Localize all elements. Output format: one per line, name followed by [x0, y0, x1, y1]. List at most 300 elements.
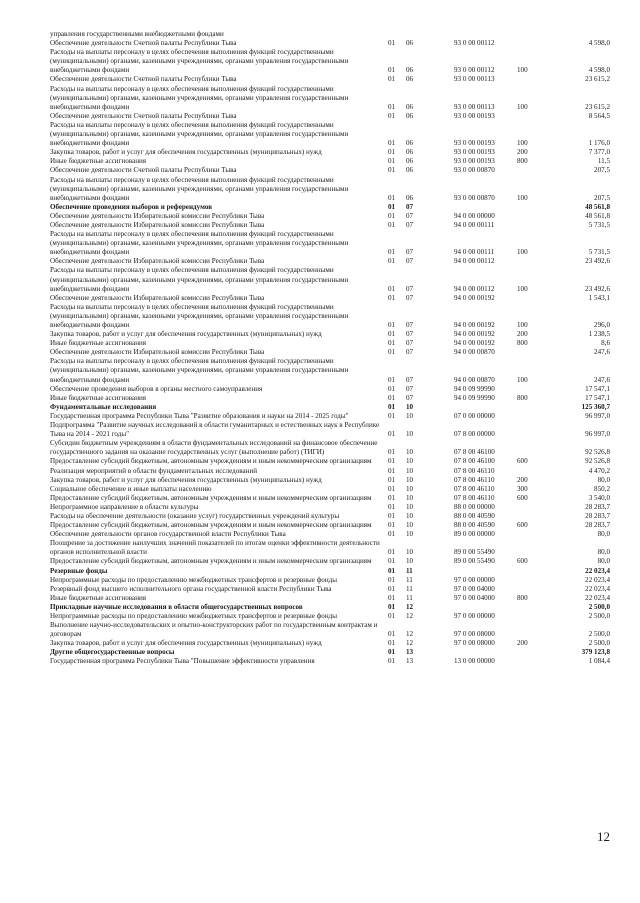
- section-code: 01: [388, 448, 396, 457]
- target-article-code: 89 0 00 55490: [454, 557, 495, 566]
- section-code: 01: [388, 193, 396, 202]
- item-name: Иные бюджетные ассигнования: [50, 593, 147, 602]
- subsection-code: 11: [406, 593, 413, 602]
- table-row: [50, 439, 610, 457]
- section-code: 01: [388, 293, 396, 302]
- target-article-code: 94 0 00 00870: [454, 375, 495, 384]
- expense-type-code: [517, 221, 555, 230]
- table-row: [50, 403, 610, 412]
- amount: 23 615,2: [585, 102, 610, 111]
- subsection-code: 11: [406, 584, 413, 593]
- item-name: Непрограммное направление в области культуры: [50, 502, 199, 511]
- subsection-code: 06: [406, 139, 414, 148]
- table-row: [50, 539, 610, 557]
- budget-table-body: [50, 30, 610, 667]
- subsection-code: 07: [406, 220, 414, 229]
- subsection-code: 10: [406, 402, 414, 411]
- table-row: [50, 75, 610, 84]
- subsection-code: 10: [406, 502, 414, 511]
- item-name: управления государственными внебюджетными фондами: [50, 30, 224, 38]
- item-name: Поощрение за достижение наилучших значений показателей по итогам оценки эффективности деятельности органов исполнительной власти: [50, 539, 380, 557]
- item-name: Непрограммные расходы по предоставлению межбюджетных трансфертов и резервные фонды: [50, 575, 338, 584]
- table-row: [50, 557, 610, 566]
- item-name: Расходы на выплаты персоналу в целях обеспечения выполнения функций государственными (муниципальными) органами, казенными учреждениями, органами управления государственными внебюджетными фондами: [50, 84, 349, 111]
- section-code: 01: [388, 393, 396, 402]
- expense-type-code: [517, 412, 555, 421]
- item-name: Подпрограмма "Развитие научных исследований в области гуманитарных и естественных наук в Республике Тыва на 2014 - 2021 годы": [50, 421, 380, 439]
- item-name: Социальное обеспечение и иные выплаты населению: [50, 484, 212, 493]
- table-row: [50, 230, 610, 257]
- section-code: 01: [388, 484, 396, 493]
- section-code: 01: [388, 348, 396, 357]
- subsection-code: 07: [406, 330, 414, 339]
- target-article-code: 94 0 00 00192: [454, 330, 495, 339]
- item-name: Расходы на выплаты персоналу в целях обеспечения выполнения функций государственными (муниципальными) органами, казенными учреждениями, органами управления государственными внебюджетными фондами: [50, 357, 349, 384]
- target-article-code: 94 0 00 00870: [454, 348, 495, 357]
- table-row: [50, 48, 610, 75]
- expense-type-code: 800: [517, 339, 528, 348]
- item-name: Предоставление субсидий бюджетным, автономным учреждениям и иным некоммерческим организациям: [50, 457, 372, 466]
- subsection-code: 10: [406, 448, 414, 457]
- target-article-code: [454, 403, 517, 412]
- expense-type-code: [517, 657, 555, 666]
- subsection-code: 13: [406, 648, 414, 657]
- budget-document: [50, 30, 610, 667]
- amount: 4 598,0: [588, 39, 610, 48]
- expense-type-code: 800: [517, 593, 528, 602]
- target-article-code: [454, 648, 517, 657]
- amount: 80,0: [597, 548, 610, 557]
- item-name: Обеспечение деятельности Избирательной комиссии Республики Тыва: [50, 257, 265, 266]
- target-article-code: 07 8 00 46100: [454, 448, 495, 457]
- subsection-code: 12: [406, 639, 414, 648]
- table-row: [50, 212, 610, 221]
- item-name: Государственная программа Республики Тыва "Развитие образования и науки на 2014 - 2025 годы": [50, 411, 349, 420]
- target-article-code: 94 0 09 99990: [454, 393, 495, 402]
- subsection-code: 10: [406, 484, 414, 493]
- table-row: [50, 467, 610, 476]
- expense-type-code: [517, 576, 555, 585]
- expense-type-code: [517, 348, 555, 357]
- target-article-code: 93 0 00 00112: [454, 39, 495, 48]
- table-row: [50, 476, 610, 485]
- item-name: Расходы на выплаты персоналу в целях обеспечения выполнения функций государственными (муниципальными) органами, казенными учреждениями, органами управления государственными внебюджетными фондами: [50, 266, 349, 293]
- subsection-code: 06: [406, 111, 414, 120]
- subsection-code: 06: [406, 39, 414, 48]
- amount: 11,5: [597, 157, 610, 166]
- section-code: 01: [388, 657, 396, 666]
- table-row: [50, 330, 610, 339]
- amount: 8,6: [601, 339, 610, 348]
- amount: 2 500,0: [588, 612, 610, 620]
- target-article-code: 93 0 00 00112: [454, 66, 495, 75]
- expense-type-code: [517, 385, 555, 394]
- expense-type-code: 100: [517, 102, 528, 111]
- section-code: 01: [388, 211, 396, 220]
- item-name: Расходы на выплаты персоналу в целях обеспечения выполнения функций государственными (муниципальными) органами, казенными учреждениями, органами управления государственными внебюджетными фондами: [50, 120, 349, 148]
- section-code: 01: [388, 339, 396, 348]
- subsection-code: 06: [406, 66, 414, 75]
- table-row: [50, 385, 610, 394]
- section-code: 01: [388, 157, 396, 166]
- amount: 22 023,4: [585, 584, 610, 593]
- item-name: Государственная программа Республики Тыва "Повышение эффективности управления: [50, 657, 315, 666]
- amount: 92 526,8: [585, 448, 610, 457]
- target-article-code: 88 0 00 00000: [454, 502, 495, 511]
- expense-type-code: [517, 539, 555, 557]
- subsection-code: 06: [406, 193, 414, 202]
- table-row: [50, 457, 610, 466]
- subsection-code: 07: [406, 284, 414, 293]
- section-code: 01: [388, 566, 396, 575]
- target-article-code: 94 0 00 00111: [454, 248, 495, 257]
- section-code: 01: [388, 639, 396, 648]
- table-row: [50, 339, 610, 348]
- expense-type-code: 200: [517, 639, 528, 648]
- table-row: [50, 294, 610, 303]
- subsection-code: 07: [406, 348, 414, 357]
- amount: 207,5: [594, 166, 610, 175]
- item-name: Расходы на обеспечение деятельности (оказание услуг) государственных учреждений культуры: [50, 511, 340, 520]
- table-row: [50, 612, 610, 621]
- item-name: Закупка товаров, работ и услуг для обеспечения государственных (муниципальных) нужд: [50, 475, 322, 484]
- table-row: [50, 221, 610, 230]
- amount: [555, 30, 610, 39]
- section-code: 01: [388, 475, 396, 484]
- subsection-code: 06: [406, 157, 414, 166]
- subsection-code: 10: [406, 411, 414, 420]
- expense-type-code: 600: [517, 521, 528, 530]
- target-article-code: 93 0 00 00113: [454, 102, 495, 111]
- amount: 2 500,0: [588, 602, 610, 611]
- subsection-code: [406, 30, 454, 39]
- item-name: Закупка товаров, работ и услуг для обеспечения государственных (муниципальных) нужд: [50, 639, 322, 648]
- item-name: Обеспечение деятельности Счетной палаты Республики Тыва: [50, 111, 237, 120]
- target-article-code: [454, 30, 517, 39]
- section-code: 01: [388, 584, 396, 593]
- section-code: 01: [388, 257, 396, 266]
- section-code: 01: [388, 502, 396, 511]
- amount: 8 564,5: [588, 111, 610, 120]
- expense-type-code: [517, 612, 555, 621]
- expense-type-code: [517, 585, 555, 594]
- table-row: [50, 112, 610, 121]
- expense-type-code: [517, 467, 555, 476]
- budget-table: [50, 30, 610, 667]
- item-name: Обеспечение проведения выборов в органы местного самоуправления: [50, 384, 263, 393]
- item-name: Другие общегосударственные вопросы: [50, 648, 175, 657]
- target-article-code: 07 0 00 00000: [454, 411, 495, 420]
- expense-type-code: [517, 39, 555, 48]
- target-article-code: 88 0 00 40590: [454, 511, 495, 520]
- table-row: [50, 530, 610, 539]
- section-code: 01: [388, 102, 396, 111]
- subsection-code: 07: [406, 248, 414, 257]
- expense-type-code: [517, 648, 555, 657]
- section-code: 01: [388, 248, 396, 257]
- target-article-code: 94 0 00 00192: [454, 339, 495, 348]
- target-article-code: [454, 567, 517, 576]
- target-article-code: 07 8 00 46110: [454, 466, 495, 475]
- section-code: 01: [388, 111, 396, 120]
- expense-type-code: 600: [517, 493, 528, 502]
- section-code: 01: [388, 530, 396, 539]
- item-name: Прикладные научные исследования в области общегосударственных вопросов: [50, 602, 303, 611]
- expense-type-code: 100: [517, 284, 528, 293]
- item-name: Выполнение научно-исследовательских и опытно-конструкторских работ по государственным контрактам и договорам: [50, 621, 378, 639]
- table-row: [50, 121, 610, 148]
- amount: 23 615,2: [585, 75, 610, 84]
- expense-type-code: 100: [517, 321, 528, 329]
- table-row: [50, 494, 610, 503]
- target-article-code: 07 8 00 00000: [454, 430, 495, 439]
- section-code: 01: [388, 75, 396, 84]
- expense-type-code: [517, 166, 555, 175]
- target-article-code: 93 0 00 00193: [454, 139, 495, 148]
- section-code: 01: [388, 402, 396, 411]
- target-article-code: 97 0 00 00000: [454, 575, 495, 584]
- table-row: [50, 39, 610, 48]
- amount: 1 176,0: [588, 139, 610, 148]
- section-code: 01: [388, 411, 396, 420]
- target-article-code: 94 0 00 00112: [454, 257, 495, 266]
- expense-type-code: [517, 567, 555, 576]
- amount: 296,0: [594, 321, 610, 329]
- item-name: Расходы на выплаты персоналу в целях обеспечения выполнения функций государственными (муниципальными) органами, казенными учреждениями, органами управления государственными внебюджетными фондами: [50, 175, 349, 202]
- table-row: [50, 157, 610, 166]
- item-name: Обеспечение деятельности Избирательной комиссии Республики Тыва: [50, 348, 265, 357]
- table-row: [50, 203, 610, 212]
- expense-type-code: [517, 30, 555, 39]
- section-code: 01: [388, 521, 396, 530]
- section-code: 01: [388, 166, 396, 175]
- target-article-code: 93 0 00 00193: [454, 148, 495, 157]
- subsection-code: 06: [406, 102, 414, 111]
- amount: 247,6: [594, 375, 610, 384]
- subsection-code: 07: [406, 211, 414, 220]
- amount: 22 023,4: [585, 566, 610, 575]
- item-name: Обеспечение проведения выборов и референдумов: [50, 202, 213, 211]
- table-row: [50, 348, 610, 357]
- expense-type-code: 100: [517, 375, 528, 384]
- target-article-code: 94 0 00 00111: [454, 220, 495, 229]
- item-name: Предоставление субсидий бюджетным, автономным учреждениям и иным некоммерческим организациям: [50, 557, 372, 566]
- expense-type-code: [517, 421, 555, 439]
- section-code: 01: [388, 457, 396, 466]
- target-article-code: 93 0 00 00870: [454, 193, 495, 202]
- amount: 80,0: [597, 475, 610, 484]
- table-row: [50, 657, 610, 666]
- target-article-code: 93 0 00 00870: [454, 166, 495, 175]
- target-article-code: 93 0 00 00193: [454, 111, 495, 120]
- table-row: [50, 412, 610, 421]
- section-code: 01: [388, 284, 396, 293]
- item-name: Обеспечение деятельности Избирательной комиссии Республики Тыва: [50, 293, 265, 302]
- expense-type-code: 300: [517, 484, 528, 493]
- target-article-code: 89 0 00 55490: [454, 548, 495, 557]
- section-code: 01: [388, 593, 396, 602]
- item-name: Предоставление субсидий бюджетным, автономным учреждениям и иным некоммерческим организациям: [50, 521, 372, 530]
- subsection-code: 11: [406, 566, 413, 575]
- section-code: 01: [388, 466, 396, 475]
- section-code: 01: [388, 139, 396, 148]
- amount: 22 023,4: [585, 593, 610, 602]
- section-code: 01: [388, 66, 396, 75]
- subsection-code: 10: [406, 457, 414, 466]
- table-row: [50, 621, 610, 639]
- expense-type-code: 200: [517, 330, 528, 339]
- subsection-code: 10: [406, 493, 414, 502]
- item-name: Иные бюджетные ассигнования: [50, 339, 147, 348]
- item-name: Расходы на выплаты персоналу в целях обеспечения выполнения функций государственными (муниципальными) органами, казенными учреждениями, органами управления государственными внебюджетными фондами: [50, 48, 349, 75]
- table-row: [50, 503, 610, 512]
- amount: 48 561,8: [585, 202, 610, 211]
- table-row: [50, 30, 610, 39]
- section-code: 01: [388, 430, 396, 439]
- table-row: [50, 521, 610, 530]
- item-name: Расходы на выплаты персоналу в целях обеспечения выполнения функций государственными (муниципальными) органами, казенными учреждениями, органами управления государственными внебюджетными фондами: [50, 230, 349, 257]
- section-code: 01: [388, 648, 396, 657]
- subsection-code: 07: [406, 393, 414, 402]
- table-row: [50, 639, 610, 648]
- expense-type-code: [517, 512, 555, 521]
- expense-type-code: 800: [517, 157, 528, 166]
- subsection-code: 10: [406, 548, 414, 557]
- page-number: 12: [597, 829, 610, 844]
- target-article-code: 97 0 00 08000: [454, 639, 495, 648]
- target-article-code: 89 0 00 00000: [454, 530, 495, 539]
- target-article-code: 07 8 00 46110: [454, 484, 495, 493]
- expense-type-code: [517, 621, 555, 639]
- expense-type-code: 100: [517, 139, 528, 148]
- subsection-code: 10: [406, 430, 414, 439]
- item-name: Предоставление субсидий бюджетным, автономным учреждениям и иным некоммерческим организациям: [50, 493, 372, 502]
- amount: 80,0: [597, 530, 610, 539]
- expense-type-code: [517, 257, 555, 266]
- table-row: [50, 594, 610, 603]
- table-row: [50, 603, 610, 612]
- subsection-code: 10: [406, 475, 414, 484]
- expense-type-code: 600: [517, 557, 528, 566]
- expense-type-code: 100: [517, 193, 528, 202]
- item-name: Субсидии бюджетным учреждениям в области фундаментальных исследований на финансовое обеспечение государственного задания на оказание государственных услуг (выполнение работ) (ТИГИ): [50, 439, 378, 457]
- target-article-code: 94 0 00 00000: [454, 211, 495, 220]
- amount: 379 123,8: [581, 648, 610, 657]
- table-row: [50, 648, 610, 657]
- expense-type-code: 800: [517, 393, 528, 402]
- target-article-code: 07 8 00 46110: [454, 493, 495, 502]
- item-name: Непрограммные расходы по предоставлению межбюджетных трансфертов и резервные фонды: [50, 612, 338, 620]
- amount: 17 547,1: [585, 393, 610, 402]
- subsection-code: 10: [406, 466, 414, 475]
- target-article-code: 97 0 00 08000: [454, 630, 495, 639]
- table-row: [50, 166, 610, 175]
- section-code: 01: [388, 493, 396, 502]
- expense-type-code: 600: [517, 457, 528, 466]
- expense-type-code: [517, 439, 555, 457]
- section-code: 01: [388, 384, 396, 393]
- section-code: 01: [388, 39, 396, 48]
- subsection-code: 12: [406, 602, 414, 611]
- expense-type-code: 100: [517, 66, 528, 75]
- item-name: Резервные фонды: [50, 566, 108, 575]
- item-name: Иные бюджетные ассигнования: [50, 393, 147, 402]
- expense-type-code: [517, 75, 555, 84]
- amount: 23 492,6: [585, 257, 610, 266]
- item-name: Обеспечение деятельности Счетной палаты Республики Тыва: [50, 75, 237, 84]
- section-code: 01: [388, 511, 396, 520]
- item-name: Реализация мероприятий в области фундаментальных исследований: [50, 466, 258, 475]
- section-code: 01: [388, 602, 396, 611]
- section-code: 01: [388, 630, 396, 639]
- target-article-code: [454, 203, 517, 212]
- expense-type-code: [517, 503, 555, 512]
- subsection-code: 06: [406, 75, 414, 84]
- subsection-code: 12: [406, 612, 414, 620]
- subsection-code: 11: [406, 575, 413, 584]
- item-name: Иные бюджетные ассигнования: [50, 157, 147, 166]
- table-row: [50, 421, 610, 439]
- amount: 5 731,5: [588, 220, 610, 229]
- table-row: [50, 257, 610, 266]
- table-row: [50, 567, 610, 576]
- amount: 92 526,8: [585, 457, 610, 466]
- amount: 1 238,5: [588, 330, 610, 339]
- amount: 1 084,4: [588, 657, 610, 666]
- amount: 22 023,4: [585, 575, 610, 584]
- table-row: [50, 148, 610, 157]
- section-code: 01: [388, 202, 396, 211]
- item-name: Обеспечение деятельности Избирательной комиссии Республики Тыва: [50, 220, 265, 229]
- target-article-code: 93 0 00 00193: [454, 157, 495, 166]
- amount: 2 500,0: [588, 639, 610, 648]
- table-row: [50, 485, 610, 494]
- expense-type-code: [517, 403, 555, 412]
- subsection-code: 10: [406, 511, 414, 520]
- amount: 48 561,8: [585, 211, 610, 220]
- subsection-code: 10: [406, 557, 414, 566]
- section-code: 01: [388, 575, 396, 584]
- table-row: [50, 394, 610, 403]
- subsection-code: 13: [406, 657, 414, 666]
- subsection-code: 06: [406, 148, 414, 157]
- amount: 80,0: [597, 557, 610, 566]
- target-article-code: 94 0 00 00192: [454, 293, 495, 302]
- section-code: 01: [388, 321, 396, 329]
- subsection-code: 07: [406, 339, 414, 348]
- target-article-code: [454, 603, 517, 612]
- section-code: 01: [388, 330, 396, 339]
- target-article-code: 94 0 00 00192: [454, 321, 495, 329]
- amount: 28 283,7: [585, 521, 610, 530]
- amount: 125 360,7: [581, 402, 610, 411]
- expense-type-code: [517, 203, 555, 212]
- amount: 850,2: [594, 484, 610, 493]
- amount: 5 731,5: [588, 248, 610, 257]
- table-row: [50, 266, 610, 293]
- amount: 96 997,0: [585, 430, 610, 439]
- item-name: Обеспечение деятельности Счетной палаты Республики Тыва: [50, 39, 237, 48]
- table-row: [50, 357, 610, 384]
- subsection-code: 06: [406, 166, 414, 175]
- table-row: [50, 585, 610, 594]
- subsection-code: 07: [406, 202, 414, 211]
- section-code: 01: [388, 148, 396, 157]
- amount: 247,6: [594, 348, 610, 357]
- target-article-code: 07 8 00 46110: [454, 475, 495, 484]
- amount: 1 543,1: [588, 293, 610, 302]
- amount: 4 598,0: [588, 66, 610, 75]
